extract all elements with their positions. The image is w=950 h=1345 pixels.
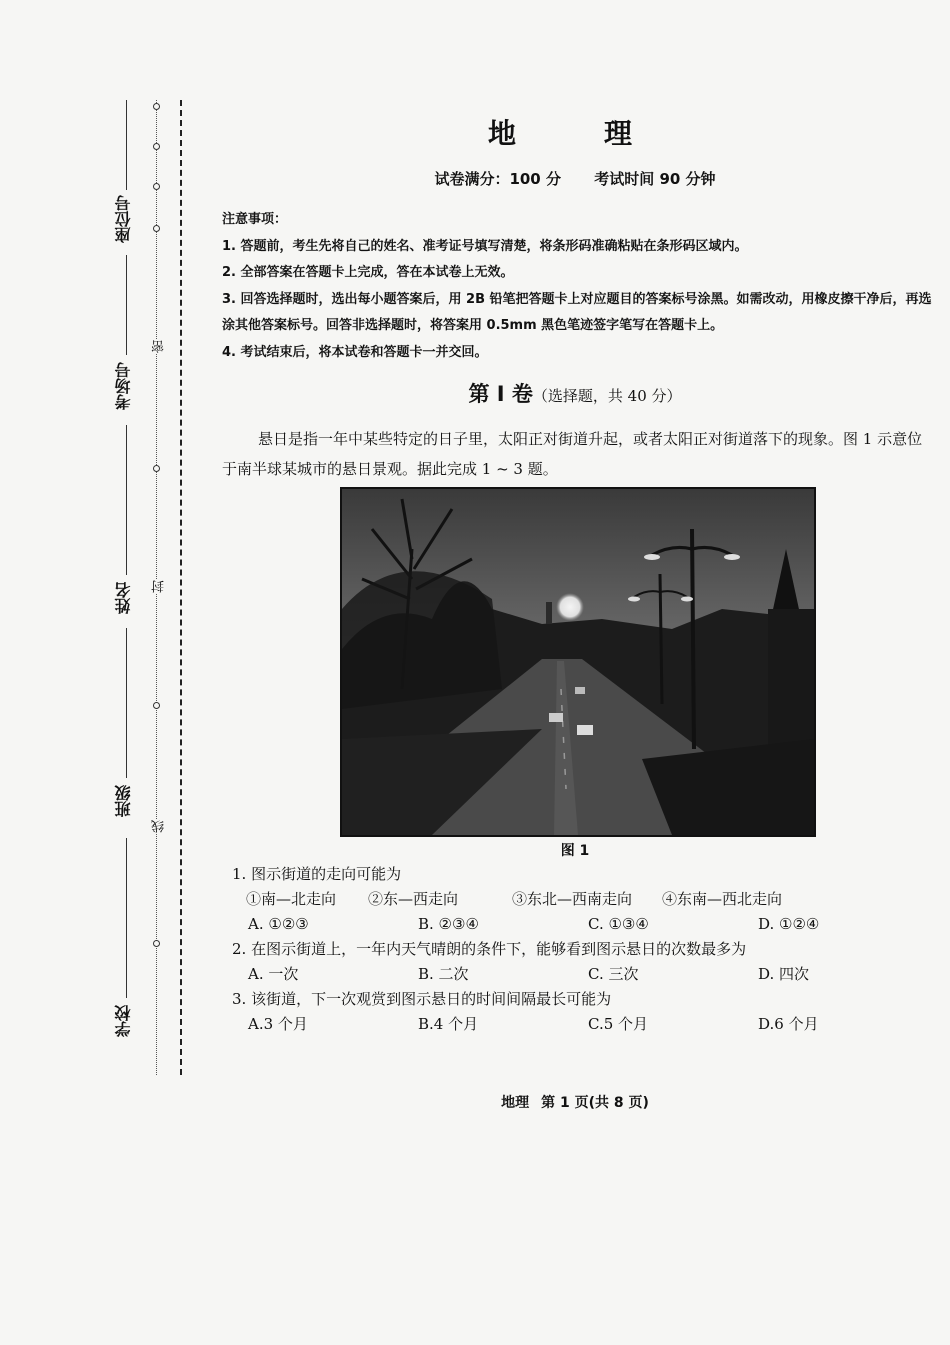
class-line[interactable] (126, 628, 127, 778)
seat-number-label: 座位号 (114, 195, 133, 243)
full-score: 试卷满分：100 分 (434, 170, 561, 188)
cut-dashed-line (180, 100, 182, 1075)
name-label: 姓名 (114, 582, 133, 614)
seal-mark-mi: 密 (152, 340, 167, 353)
option-d[interactable]: D.6 个月 (758, 1015, 819, 1033)
section-note: （选择题，共 40 分） (532, 387, 682, 405)
class-label: 班级 (114, 785, 133, 817)
answer-options (232, 962, 932, 987)
school-label: 学校 (114, 1005, 133, 1037)
page-footer (0, 1092, 950, 1112)
notes-heading: 注意事项： (222, 212, 288, 227)
exam-room-line[interactable] (126, 255, 127, 355)
note-item: 4. 考试结束后，将本试卷和答题卡一并交回。 (222, 344, 488, 360)
option-b[interactable]: B.4 个月 (418, 1015, 479, 1033)
question-1 (232, 862, 932, 937)
note-item: 1. 答题前，考生先将自己的姓名、准考证号填写清楚，将条形码准确粘贴在条形码区域内。 (222, 238, 748, 254)
statement: ①南—北走向 (246, 890, 337, 908)
statement: ③东北—西南走向 (512, 890, 633, 908)
note-item: 3. 回答选择题时，选出每小题答案后，用 2B 铅笔把答题卡上对应题目的答案标号涂黑。如需改动，用橡皮擦干净后，再选涂其他答案标号。回答非选择题时，将答案用 0.5mm 黑色笔迹签字笔写在答题卡上。 (222, 291, 932, 333)
exam-notes (222, 207, 932, 366)
answer-options (232, 1012, 932, 1037)
section-heading (0, 378, 950, 408)
statement: ②东—西走向 (368, 890, 459, 908)
question-2 (232, 937, 932, 987)
seal-circle (153, 225, 160, 232)
option-c[interactable]: C.5 个月 (588, 1015, 649, 1033)
option-a[interactable]: A. ①②③ (248, 915, 309, 933)
exam-duration: 考试时间 90 分钟 (594, 170, 716, 188)
option-d[interactable]: D. ①②④ (758, 915, 820, 933)
seal-mark-xian: 线 (152, 820, 167, 833)
seal-circle (153, 940, 160, 947)
question-stem: 2. 在图示街道上，一年内天气晴朗的条件下，能够看到图示悬日的次数最多为 (232, 940, 747, 958)
exam-title: 地 理 (487, 117, 662, 150)
question-statements (232, 887, 932, 912)
option-a[interactable]: A. 一次 (248, 965, 299, 983)
option-b[interactable]: B. ②③④ (418, 915, 479, 933)
option-d[interactable]: D. 四次 (758, 965, 810, 983)
hanging-sun-street-image (342, 489, 814, 835)
question-stem: 1. 图示街道的走向可能为 (232, 865, 402, 883)
question-3 (232, 987, 932, 1037)
note-item: 2. 全部答案在答题卡上完成，答在本试卷上无效。 (222, 265, 514, 280)
footer-subject: 地理 (501, 1095, 530, 1111)
seal-circle (153, 465, 160, 472)
seal-circle (153, 103, 160, 110)
option-c[interactable]: C. ①③④ (588, 915, 649, 933)
figure-1-photo (340, 487, 816, 837)
option-a[interactable]: A.3 个月 (248, 1015, 308, 1033)
answer-options (232, 912, 932, 937)
exam-info (0, 168, 950, 189)
statement: ④东南—西北走向 (662, 890, 783, 908)
question-stem: 3. 该街道，下一次观赏到图示悬日的时间间隔最长可能为 (232, 990, 612, 1008)
footer-page-number: 第 1 页(共 8 页) (541, 1095, 649, 1111)
seal-mark-feng: 封 (152, 580, 167, 593)
option-c[interactable]: C. 三次 (588, 965, 639, 983)
question-intro: 悬日是指一年中某些特定的日子里，太阳正对街道升起，或者太阳正对街道落下的现象。图 1 示意位于南半球某城市的悬日景观。据此完成 1 ~ 3 题。 (222, 430, 923, 478)
section-name: 第 I 卷 (468, 382, 533, 406)
exam-room-label: 考场号 (114, 362, 133, 410)
option-b[interactable]: B. 二次 (418, 965, 469, 983)
name-line[interactable] (126, 425, 127, 575)
seal-circle (153, 702, 160, 709)
school-line[interactable] (126, 838, 127, 998)
figure-caption: 图 1 (560, 843, 590, 859)
